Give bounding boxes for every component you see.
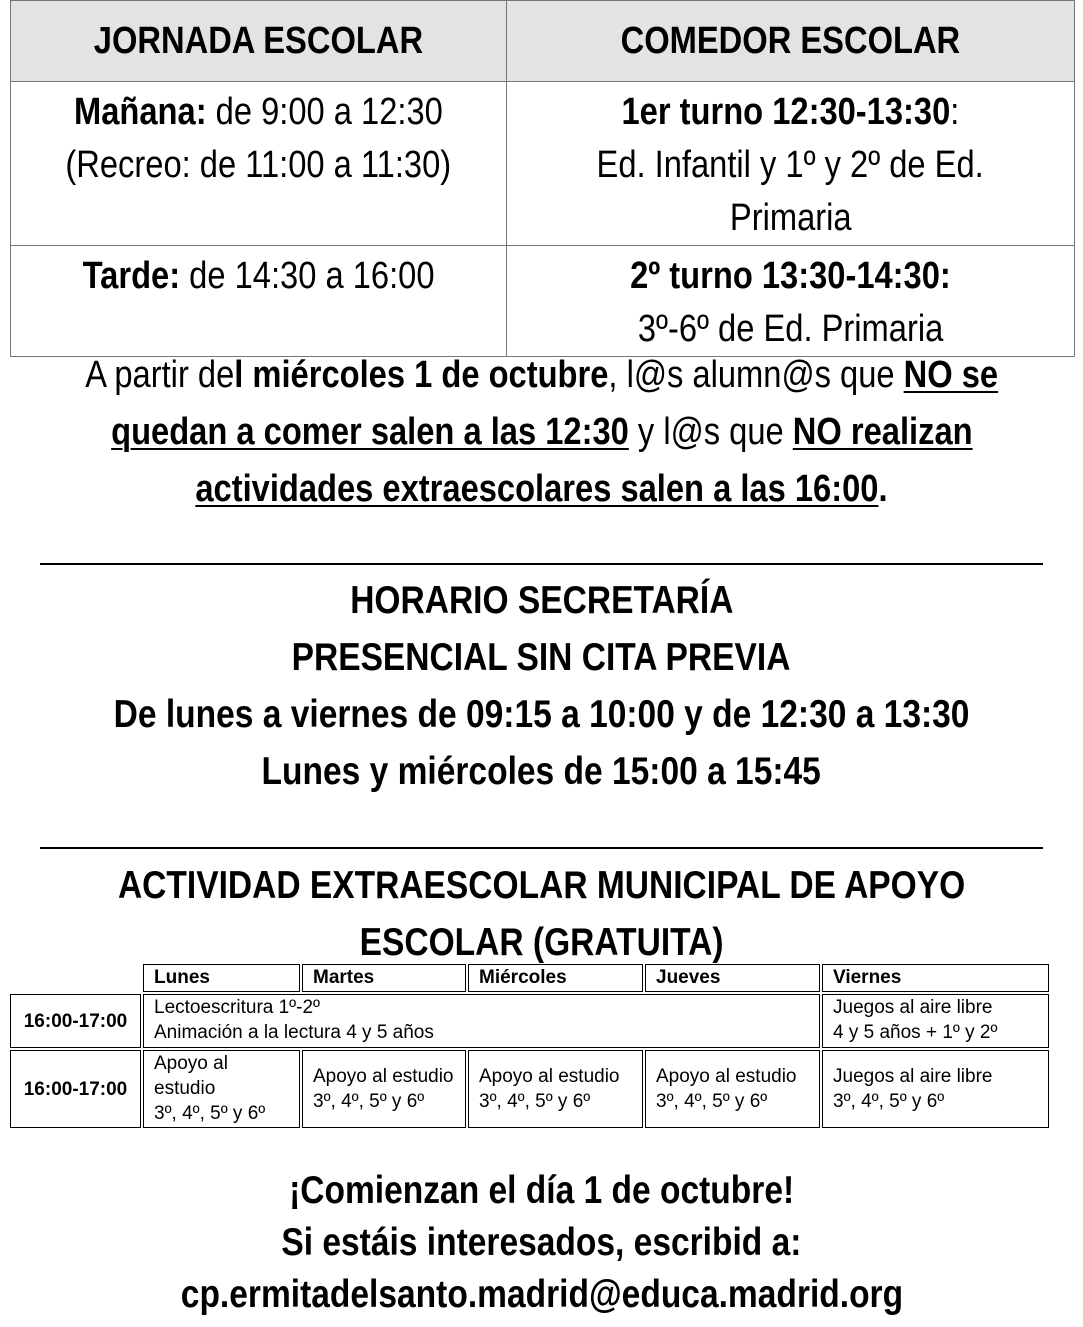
secretaria-hours-afternoon: Lunes y miércoles de 15:00 a 15:45 — [261, 750, 822, 793]
secretaria-title: HORARIO SECRETARÍA — [349, 579, 734, 622]
exit-times-notice: A partir del miércoles 1 de octubre, l@s alumn@s que NO se quedan a comer salen a las 12:30 y l@s que NO realizan actividades extraescolares salen a las 16:00. — [85, 354, 998, 510]
turn1-groups: Ed. Infantil y 1º y 2º de Ed. — [596, 144, 985, 186]
study-support-tuesday: Apoyo al estudio 3º, 4º, 5º y 6º — [302, 1050, 466, 1128]
activity-table — [8, 962, 1051, 1130]
study-support-wednesday: Apoyo al estudio 3º, 4º, 5º y 6º — [468, 1050, 643, 1128]
start-date: ¡Comienzan el día 1 de octubre! — [288, 1169, 795, 1212]
study-support-monday: Apoyo al estudio 3º, 4º, 5º y 6º — [143, 1050, 300, 1128]
day-miercoles: Miércoles — [468, 964, 643, 992]
activity-days-header — [10, 964, 1049, 992]
day-jueves: Jueves — [645, 964, 820, 992]
footer — [0, 1165, 1083, 1321]
contact-email[interactable]: cp.ermitadelsanto.madrid@educa.madrid.org — [180, 1273, 903, 1316]
turn2-label: 2º turno 13:30-14:30: — [630, 255, 951, 297]
time-slot: 16:00-17:00 — [10, 994, 141, 1048]
morning-hours: de 9:00 a 12:30 — [206, 91, 443, 133]
secretaria-section — [0, 572, 1083, 800]
header-comedor: COMEDOR ESCOLAR — [507, 1, 1075, 82]
outdoor-games-cell: Juegos al aire libre 4 y 5 años + 1º y 2º — [822, 994, 1049, 1048]
divider-1 — [40, 563, 1043, 565]
secretaria-subtitle: PRESENCIAL SIN CITA PREVIA — [292, 636, 791, 679]
turn2-groups: 3º-6º de Ed. Primaria — [637, 308, 944, 350]
secretaria-hours-weekdays: De lunes a viernes de 09:15 a 10:00 y de 12:30 a 13:30 — [113, 693, 970, 736]
contact-prompt: Si estáis interesados, escribid a: — [281, 1221, 802, 1264]
turn2-cell — [507, 246, 1075, 357]
afternoon-hours: de 14:30 a 16:00 — [180, 255, 435, 297]
afternoon-cell — [11, 246, 507, 357]
activity-title: ACTIVIDAD EXTRAESCOLAR MUNICIPAL DE APOYO ESCOLAR (GRATUITA) — [117, 864, 966, 964]
turn1-label: 1er turno 12:30-13:30 — [621, 91, 951, 133]
day-viernes: Viernes — [822, 964, 1049, 992]
turn1-groups-cont: Primaria — [729, 197, 852, 239]
morning-label: Mañana: — [74, 91, 207, 133]
day-martes: Martes — [302, 964, 466, 992]
outdoor-games-friday: Juegos al aire libre 3º, 4º, 5º y 6º — [822, 1050, 1049, 1128]
afternoon-label: Tarde: — [82, 255, 181, 297]
study-support-thursday: Apoyo al estudio 3º, 4º, 5º y 6º — [645, 1050, 820, 1128]
reading-activity-cell: Lectoescritura 1º-2º Animación a la lectura 4 y 5 años — [143, 994, 820, 1048]
table-row — [10, 1050, 1049, 1128]
turn1-cell: 1er turno 12:30-13:30: Ed. Infantil y 1º y 2º de Ed. Primaria — [507, 82, 1075, 246]
recess-hours: (Recreo: de 11:00 a 11:30) — [65, 144, 452, 186]
divider-2 — [40, 847, 1043, 849]
table-row — [10, 994, 1049, 1048]
day-lunes: Lunes — [143, 964, 300, 992]
time-slot: 16:00-17:00 — [10, 1050, 141, 1128]
header-jornada: JORNADA ESCOLAR — [11, 1, 507, 82]
schedule-table — [10, 0, 1075, 357]
morning-cell — [11, 82, 507, 246]
